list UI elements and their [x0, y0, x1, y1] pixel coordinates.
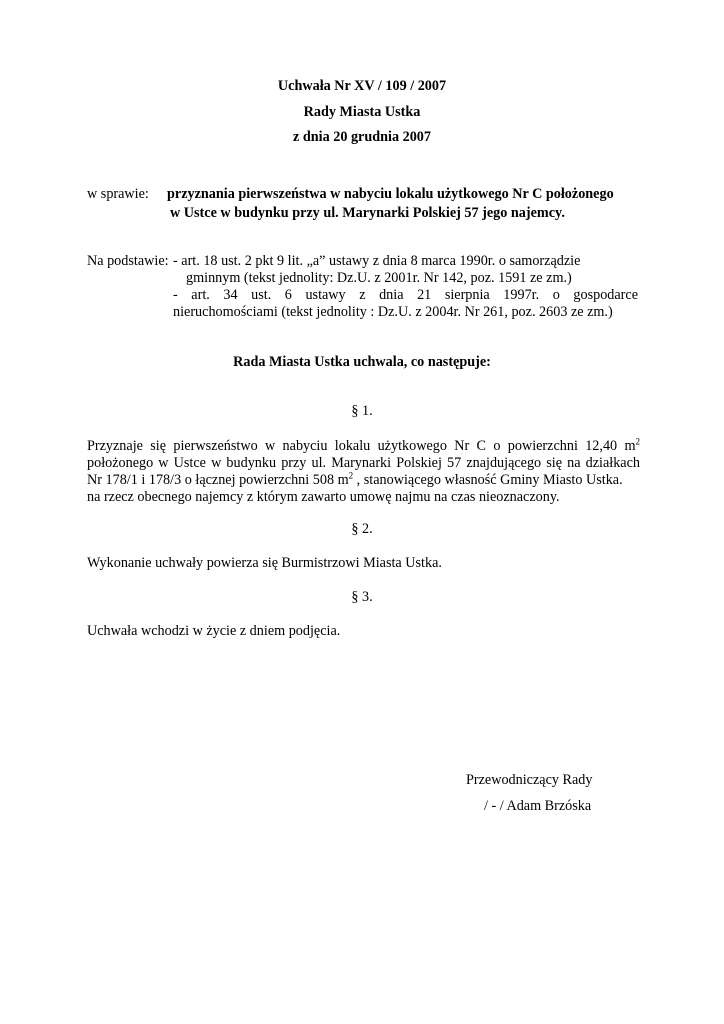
document-date: z dnia 20 grudnia 2007: [293, 129, 431, 145]
document-issuer: Rady Miasta Ustka: [303, 104, 421, 120]
section-3-heading: § 3.: [351, 589, 373, 605]
section-1-line-4: na rzecz obecnego najemcy z którym zawarto umowę najmu na czas nieoznaczony.: [87, 489, 560, 505]
resolution-intro: Rada Miasta Ustka uchwala, co następuje:: [233, 354, 491, 370]
superscript-squared: 2: [635, 436, 640, 447]
superscript-squared: 2: [348, 470, 354, 481]
section-1-line-2: położonego w Ustce w budynku przy ul. Marynarki Polskiej 57 znajdującego się na działkach: [87, 455, 640, 471]
section-3-text: Uchwała wchodzi w życie z dniem podjęcia.: [87, 623, 341, 639]
section-2-heading: § 2.: [351, 521, 373, 537]
section-1-heading: § 1.: [351, 403, 373, 419]
section-1-line-3-text-a: Nr 178/1 i 178/3 o łącznej powierzchni 508 m: [87, 472, 349, 488]
section-1-line-1: [87, 438, 640, 455]
basis-item-2-line-2: nieruchomościami (tekst jednolity : Dz.U. z 2004r. Nr 261, poz. 2603 ze zm.): [173, 304, 613, 320]
section-1-line-3: [87, 472, 623, 489]
section-1-line-3-text-b: , stanowiącego własność Gminy Miasto Ustka.: [353, 472, 623, 488]
subject-line-1: przyznania pierwszeństwa w nabyciu lokalu użytkowego Nr C położonego: [167, 186, 614, 202]
section-2-text: Wykonanie uchwały powierza się Burmistrzowi Miasta Ustka.: [87, 555, 442, 571]
basis-label: Na podstawie:: [87, 253, 169, 269]
subject-label: w sprawie:: [87, 186, 149, 202]
section-1-line-1-text: Przyznaje się pierwszeństwo w nabyciu lokalu użytkowego Nr C o powierzchni 12,40 m: [87, 438, 636, 454]
document-title: Uchwała Nr XV / 109 / 2007: [277, 78, 447, 94]
subject-line-2: w Ustce w budynku przy ul. Marynarki Polskiej 57 jego najemcy.: [170, 205, 565, 221]
signature-name: / - / Adam Brzóska: [484, 798, 592, 814]
basis-item-1-line-1: - art. 18 ust. 2 pkt 9 lit. „a” ustawy z dnia 8 marca 1990r. o samorządzie: [173, 253, 581, 269]
basis-item-2-line-1: - art. 34 ust. 6 ustawy z dnia 21 sierpnia 1997r. o gospodarce: [173, 287, 638, 303]
basis-item-1-line-2: gminnym (tekst jednolity: Dz.U. z 2001r. Nr 142, poz. 1591 ze zm.): [186, 270, 572, 286]
signature-role: Przewodniczący Rady: [466, 772, 593, 788]
